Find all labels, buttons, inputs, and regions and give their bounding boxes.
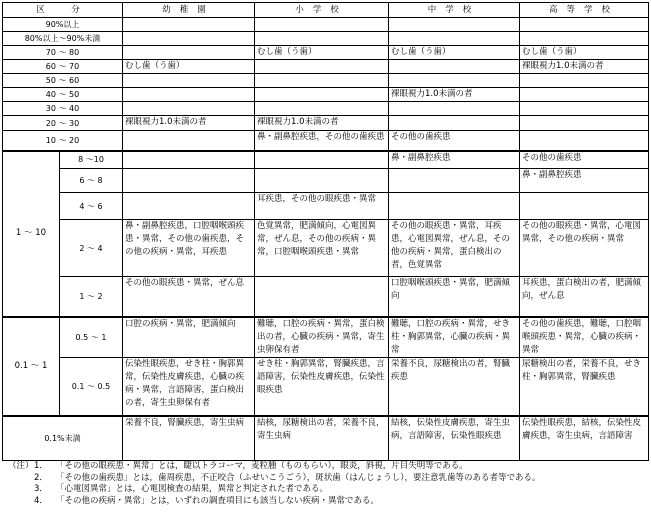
cell-elementary: 裸眼視力1.0未満の者 xyxy=(255,116,389,131)
cell-kindergarten xyxy=(123,151,255,169)
cell-junior-high: その他の歯疾患 xyxy=(389,131,520,151)
table-row xyxy=(3,151,649,169)
cell-kindergarten xyxy=(123,88,255,102)
cell-high-school: 鼻・副鼻腔疾患 xyxy=(520,169,649,193)
note-2 xyxy=(4,473,649,485)
cell-kindergarten xyxy=(123,193,255,220)
cell-junior-high xyxy=(389,60,520,74)
table-row xyxy=(3,357,649,416)
cell-elementary: 色覚異常，肥満傾向，心電図異常，ぜん息，その他の疾病・異常，口腔咽喉頭疾患・異常 xyxy=(255,220,389,277)
cell-high-school xyxy=(520,88,649,102)
cell-kindergarten: 口腔の疾病・異常，肥満傾向 xyxy=(123,317,255,358)
range-label: 20 ～ 30 xyxy=(3,116,123,131)
cell-high-school: その他の眼疾患・異常，心電図異常，その他の疾病・異常 xyxy=(520,220,649,277)
cell-kindergarten xyxy=(123,32,255,46)
cell-junior-high: 栄養不良，尿糖検出の者，腎臓疾患 xyxy=(389,357,520,416)
note-number: 2． xyxy=(34,472,48,483)
cell-high-school xyxy=(520,102,649,116)
cell-kindergarten: 裸眼視力1.0未満の者 xyxy=(123,116,255,131)
cell-junior-high xyxy=(389,169,520,193)
cell-junior-high: 鼻・副鼻腔疾患 xyxy=(389,151,520,169)
cell-kindergarten xyxy=(123,74,255,88)
range-label: 4 ～ 6 xyxy=(60,193,123,220)
cell-elementary: 耳疾患，その他の眼疾患・異常 xyxy=(255,193,389,220)
range-label: 1 ～ 2 xyxy=(60,277,123,317)
notes-prefix: （注） xyxy=(8,461,34,471)
cell-high-school xyxy=(520,116,649,131)
cell-elementary xyxy=(255,60,389,74)
table-row xyxy=(3,74,649,88)
cell-junior-high: むし歯（う歯） xyxy=(389,46,520,60)
cell-junior-high xyxy=(389,102,520,116)
range-label: 6 ～ 8 xyxy=(60,169,123,193)
note-text: 「その他の歯疾患」とは，歯周疾患，不正咬合（ふせいこうごう），斑状歯（はんじょうし），要注意乳歯等のある者等である。 xyxy=(56,472,541,483)
header-high-school: 高等学校 xyxy=(520,3,649,18)
cell-kindergarten: その他の眼疾患・異常，ぜん息 xyxy=(123,277,255,317)
cell-elementary: 鼻・副鼻腔疾患，その他の歯疾患 xyxy=(255,131,389,151)
header-row xyxy=(3,3,649,18)
range-label: 50 ～ 60 xyxy=(3,74,123,88)
table-row xyxy=(3,88,649,102)
cell-high-school xyxy=(520,193,649,220)
cell-elementary xyxy=(255,74,389,88)
section-label: 1 ～ 10 xyxy=(3,151,60,317)
cell-junior-high: 難聴，口腔の疾病・異常，せき柱・胸郭異常，心臓の疾病・異常 xyxy=(389,317,520,358)
note-number: 1． xyxy=(34,461,48,471)
note-number: 3． xyxy=(34,484,48,494)
header-junior-high: 中学校 xyxy=(389,3,520,18)
cell-high-school: 伝染性眼疾患，結核，伝染性皮膚疾患，寄生虫病，言語障害 xyxy=(520,416,649,460)
note-text: 「心電図異常」とは，心電図検査の結果，異常と判定された者である。 xyxy=(56,484,329,494)
cell-junior-high: 口腔咽喉頭疾患・異常，肥満傾向 xyxy=(389,277,520,317)
header-kindergarten: 幼稚園 xyxy=(123,3,255,18)
cell-high-school: その他の歯疾患 xyxy=(520,151,649,169)
table-row xyxy=(3,18,649,32)
range-label: 8 ～10 xyxy=(60,151,123,169)
cell-high-school: 耳疾患，蛋白検出の者，肥満傾向，ぜん息 xyxy=(520,277,649,317)
cell-elementary: せき柱・胸郭異常，腎臓疾患，言語障害，伝染性皮膚疾患，伝染性眼疾患 xyxy=(255,357,389,416)
table-row xyxy=(3,60,649,74)
note-3 xyxy=(4,484,649,496)
cell-kindergarten xyxy=(123,169,255,193)
note-text: 「その他の眼疾患・異常」とは，睫以トラコーマ，麦粒腫（ものもらい），眼炎，斜視，片目失明等である。 xyxy=(56,461,468,471)
range-label: 30 ～ 40 xyxy=(3,102,123,116)
cell-kindergarten xyxy=(123,131,255,151)
cell-kindergarten: 栄養不良，腎臓疾患，寄生虫病 xyxy=(123,416,255,460)
cell-elementary xyxy=(255,18,389,32)
cell-elementary: 難聴，口腔の疾病・異常，蛋白検出の者，心臓の疾病・異常，寄生虫卵保有者 xyxy=(255,317,389,358)
cell-kindergarten: むし歯（う歯） xyxy=(123,60,255,74)
cell-junior-high xyxy=(389,116,520,131)
disease-prevalence-table xyxy=(2,2,649,461)
range-label: 80%以上～90%未満 xyxy=(3,32,123,46)
cell-junior-high xyxy=(389,18,520,32)
table-row xyxy=(3,32,649,46)
table-row-under-01 xyxy=(3,416,649,460)
cell-high-school xyxy=(520,131,649,151)
range-label: 10 ～ 20 xyxy=(3,131,123,151)
cell-elementary: 結核，尿糖検出の者，栄養不良，寄生虫病 xyxy=(255,416,389,460)
cell-elementary xyxy=(255,32,389,46)
cell-elementary xyxy=(255,277,389,317)
cell-high-school: 裸眼視力1.0未満の者 xyxy=(520,60,649,74)
range-label: 0.5 ～ 1 xyxy=(60,317,123,358)
cell-junior-high: その他の眼疾患・異常，耳疾患，心電図異常，ぜん息，その他の疾病・異常，蛋白検出の者，色覚異常 xyxy=(389,220,520,277)
cell-elementary xyxy=(255,102,389,116)
table-row xyxy=(3,131,649,151)
cell-high-school xyxy=(520,18,649,32)
note-number: 4． xyxy=(34,495,48,506)
table-row xyxy=(3,102,649,116)
table-row xyxy=(3,169,649,193)
table-row xyxy=(3,193,649,220)
cell-elementary xyxy=(255,169,389,193)
range-label: 70 ～ 80 xyxy=(3,46,123,60)
cell-elementary xyxy=(255,151,389,169)
range-label: 0.1%未満 xyxy=(3,416,123,460)
header-category: 区 分 xyxy=(3,3,123,18)
cell-high-school xyxy=(520,74,649,88)
cell-high-school: 尿糖検出の者，栄養不良，せき柱・胸郭異常，腎臓疾患 xyxy=(520,357,649,416)
table-row xyxy=(3,116,649,131)
section-label: 0.1 ～ 1 xyxy=(3,317,60,417)
cell-elementary: むし歯（う歯） xyxy=(255,46,389,60)
cell-high-school: むし歯（う歯） xyxy=(520,46,649,60)
range-label: 90%以上 xyxy=(3,18,123,32)
cell-high-school: その他の歯疾患，難聴，口腔咽喉頭疾患・異常，心臓の疾病・異常 xyxy=(520,317,649,358)
table-row xyxy=(3,46,649,60)
cell-kindergarten xyxy=(123,102,255,116)
cell-kindergarten: 伝染性眼疾患，せき柱・胸郭異常，伝染性皮膚疾患，心臓の疾病・異常，言語障害，蛋白検出の者，寄生虫卵保有者 xyxy=(123,357,255,416)
notes xyxy=(4,461,649,507)
cell-kindergarten: 鼻・副鼻腔疾患，口腔咽喉頭疾患・異常，その他の歯疾患，その他の疾病・異常，耳疾患 xyxy=(123,220,255,277)
range-label: 60 ～ 70 xyxy=(3,60,123,74)
cell-junior-high xyxy=(389,32,520,46)
cell-junior-high: 裸眼視力1.0未満の者 xyxy=(389,88,520,102)
cell-junior-high xyxy=(389,74,520,88)
cell-elementary xyxy=(255,88,389,102)
table-row xyxy=(3,277,649,317)
table-row xyxy=(3,220,649,277)
range-label: 40 ～ 50 xyxy=(3,88,123,102)
note-text: 「その他の疾病・異常」とは，いずれの調査項目にも該当しない疾病・異常である。 xyxy=(56,495,380,506)
range-label: 2 ～ 4 xyxy=(60,220,123,277)
cell-junior-high: 結核，伝染性皮膚疾患，寄生虫病，言語障害，伝染性眼疾患 xyxy=(389,416,520,460)
range-label: 0.1 ～ 0.5 xyxy=(60,357,123,416)
table-row xyxy=(3,317,649,358)
header-elementary: 小学校 xyxy=(255,3,389,18)
cell-kindergarten xyxy=(123,46,255,60)
note-4 xyxy=(4,496,649,508)
cell-high-school xyxy=(520,32,649,46)
note-1 xyxy=(4,461,649,473)
cell-kindergarten xyxy=(123,18,255,32)
cell-junior-high xyxy=(389,193,520,220)
